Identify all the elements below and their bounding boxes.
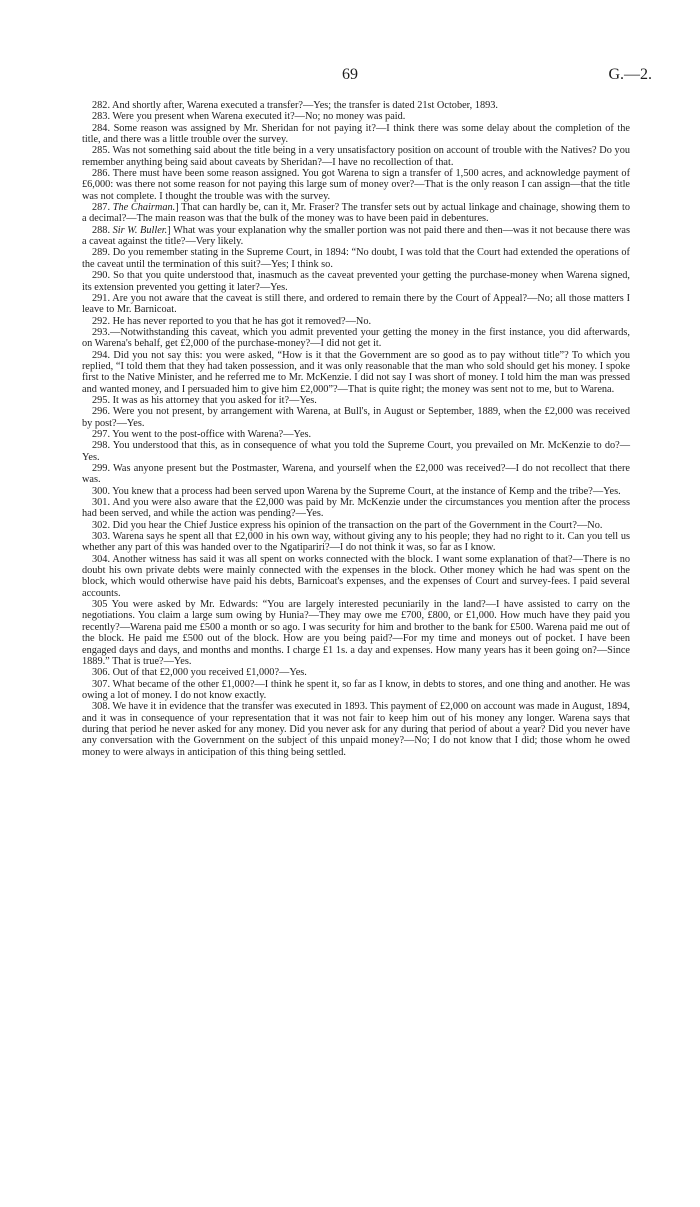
testimony-paragraph	[82, 145, 630, 168]
testimony-paragraph	[82, 667, 630, 678]
paragraph-text: 308. We have it in evidence that the transfer was executed in 1893. This payment of £2,000 on account was made in August, 1894, and it was in consequence of your representation that it was not fair to keep him out of his money any longer. Warena says that during that period he never asked for any money. Did you never ask for any during that period of about a year? Did you never have any conversation with the Government on the subject of this unpaid money?—No; I do not know that I did; those whom he owed money to were always in anticipation of this thing being settled.	[82, 701, 630, 758]
testimony-paragraph	[82, 225, 630, 248]
question-number: 288.	[92, 224, 113, 236]
paper-reference: G.—2.	[608, 66, 652, 83]
paragraph-text: ] What was your explanation why the smaller portion was not paid there and then—was it not because there was a caveat against the title?—Very likely.	[82, 224, 630, 248]
paragraph-text: 293.—Notwithstanding this caveat, which you admit prevented your getting the money in the first instance, you did afterwards, on Warena's behalf, get £2,000 of the purchase-money?—I did not get it.	[82, 326, 630, 350]
paragraph-text: 305 You were asked by Mr. Edwards: “You are largely interested pecuniarily in the land?—I have assisted to carry on the negotiations. You claim a large sum owing by Hunia?—They may owe me £700, £800, or £1,000. How much have they paid you recently?—Warena paid me £500 a month or so ago. I was security for him and brother to the bank for £500. Warena paid me out of the block. He paid me £500 out of the block. How are you being paid?—For my time and moneys out of pocket. I have been engaged days and days, and months and months. I charge £1 1s. a day and expenses. How many years has it been going on?—Since 1889.” That is true?—Yes.	[82, 599, 630, 667]
testimony-paragraph	[82, 327, 630, 350]
testimony-paragraph	[82, 270, 630, 293]
question-number: 287.	[92, 202, 113, 214]
paragraph-text: 286. There must have been some reason assigned. You got Warena to sign a transfer of 1,500 acres, and acknowledge payment of £6,000: was there not some reason for not paying this large sum of money over?—That is the only reason I can assign—that the title was not complete. I thought the trouble was with the survey.	[82, 168, 630, 202]
paragraph-text: 301. And you were also aware that the £2,000 was paid by Mr. McKenzie under the circumstances you mention after the process had been served, and while the action was pending?—Yes.	[82, 497, 630, 520]
paragraph-text: 302. Did you hear the Chief Justice express his opinion of the transaction on the part of the Government in the Court?—No.	[92, 519, 603, 531]
paragraph-text: 299. Was anyone present but the Postmaster, Warena, and yourself when the £2,000 was received?—I do not recollect that there was.	[82, 463, 630, 486]
paragraph-text: 296. Were you not present, by arrangement with Warena, at Bull's, in August or September, 1889, when the £2,000 was received by post?—Yes.	[82, 406, 630, 429]
paragraph-text: 295. It was as his attorney that you asked for it?—Yes.	[92, 394, 317, 406]
paragraph-text: 282. And shortly after, Warena executed a transfer?—Yes; the transfer is dated 21st October, 1893.	[92, 100, 499, 111]
testimony-paragraph	[82, 123, 630, 146]
testimony-paragraph	[82, 531, 630, 554]
paragraph-text: 306. Out of that £2,000 you received £1,000?—Yes.	[92, 667, 307, 679]
paragraph-text: 290. So that you quite understood that, inasmuch as the caveat prevented your getting the purchase-money when Warena signed, its extension prevented you getting it later?—Yes.	[82, 270, 630, 293]
speaker-name: The Chairman.	[112, 202, 176, 214]
testimony-paragraph	[82, 701, 630, 758]
testimony-paragraph	[82, 463, 630, 486]
page-number: 69	[342, 66, 358, 83]
testimony-paragraph	[82, 395, 630, 406]
testimony-paragraph	[82, 202, 630, 225]
paragraph-text: 284. Some reason was assigned by Mr. Sheridan for not paying it?—I think there was some delay about the completion of the title, and there was a little trouble over the survey.	[82, 122, 630, 146]
paragraph-text: 298. You understood that this, as in consequence of what you told the Supreme Court, you prevailed on Mr. McKenzie to do?—Yes.	[82, 440, 630, 463]
paragraph-text: 297. You went to the post-office with Warena?—Yes.	[92, 428, 312, 440]
testimony-paragraph	[82, 599, 630, 667]
paragraph-text: ] That can hardly be, can it, Mr. Fraser? The transfer sets out by actual linkage and chainage, showing them to a decimal?—The main reason was that the bulk of the money was to have been paid in debentures.	[82, 202, 631, 225]
paragraph-text: 300. You knew that a process had been served upon Warena by the Supreme Court, at the instance of Kemp and the tribe?—Yes.	[92, 485, 621, 497]
testimony-paragraph	[82, 486, 630, 497]
testimony-paragraph	[82, 406, 630, 429]
testimony-paragraph	[82, 100, 630, 111]
testimony-paragraph	[82, 350, 630, 395]
testimony-paragraph	[82, 497, 630, 520]
paragraph-text: 289. Do you remember stating in the Supreme Court, in 1894: “No doubt, I was told that the Court had extended the operations of the caveat until the termination of this suit?—Yes; I think so.	[82, 247, 630, 270]
testimony-paragraph	[82, 111, 630, 122]
testimony-paragraph	[82, 554, 630, 599]
speaker-name: Sir W. Buller.	[112, 224, 168, 236]
testimony-paragraph	[82, 168, 630, 202]
paragraph-text: 291. Are you not aware that the caveat is still there, and ordered to remain there by the Court of Appeal?—No; all those matters I leave to Mr. Barnicoat.	[82, 292, 630, 316]
testimony-paragraph	[82, 316, 630, 327]
testimony-paragraph	[82, 429, 630, 440]
testimony-body	[82, 100, 630, 758]
paragraph-text: 292. He has never reported to you that he has got it removed?—No.	[92, 315, 372, 327]
testimony-paragraph	[82, 520, 630, 531]
testimony-paragraph	[82, 440, 630, 463]
testimony-paragraph	[82, 679, 630, 702]
testimony-paragraph	[82, 293, 630, 316]
paragraph-text: 303. Warena says he spent all that £2,000 in his own way, without giving any to his people; they had no right to it. Can you tell us whether any part of this was handed over to the Ngatipariri?—I do not think it was, so far as I know.	[82, 531, 630, 554]
testimony-paragraph	[82, 247, 630, 270]
paragraph-text: 285. Was not something said about the title being in a very unsatisfactory position on account of trouble with the Natives? Do you remember anything being said about caveats by Sheridan?—I have no recollection of that.	[82, 145, 630, 168]
paragraph-text: 304. Another witness has said it was all spent on works connected with the block. I want some explanation of that?—There is no doubt his own private debts were mainly connected with the expenses in the block. Other money which he had was spent on the block, which would otherwise have paid his debts, Barnicoat's expenses, and the expenses of Court and survey-fees. I paid several accounts.	[82, 553, 630, 599]
paragraph-text: 283. Were you present when Warena executed it?—No; no money was paid.	[92, 111, 406, 123]
page-header	[0, 66, 700, 86]
paragraph-text: 307. What became of the other £1,000?—I think he spent it, so far as I know, in debts to stores, and one thing and another. He was owing a lot of money. I do not know exactly.	[82, 678, 630, 701]
paragraph-text: 294. Did you not say this: you were asked, “How is it that the Government are so good as to pay without title”? To which you replied, “I told them that they had taken possession, and it was only reasonable that the man who sold should get his money. I spoke first to the Native Minister, and he referred me to Mr. McKenzie. I did not say I was short of money. I told him the man was pressed and wanted money, and I persuaded him to give him £2,000”?—That is quite right; the money was sent not to me, but to Warena.	[82, 349, 630, 395]
